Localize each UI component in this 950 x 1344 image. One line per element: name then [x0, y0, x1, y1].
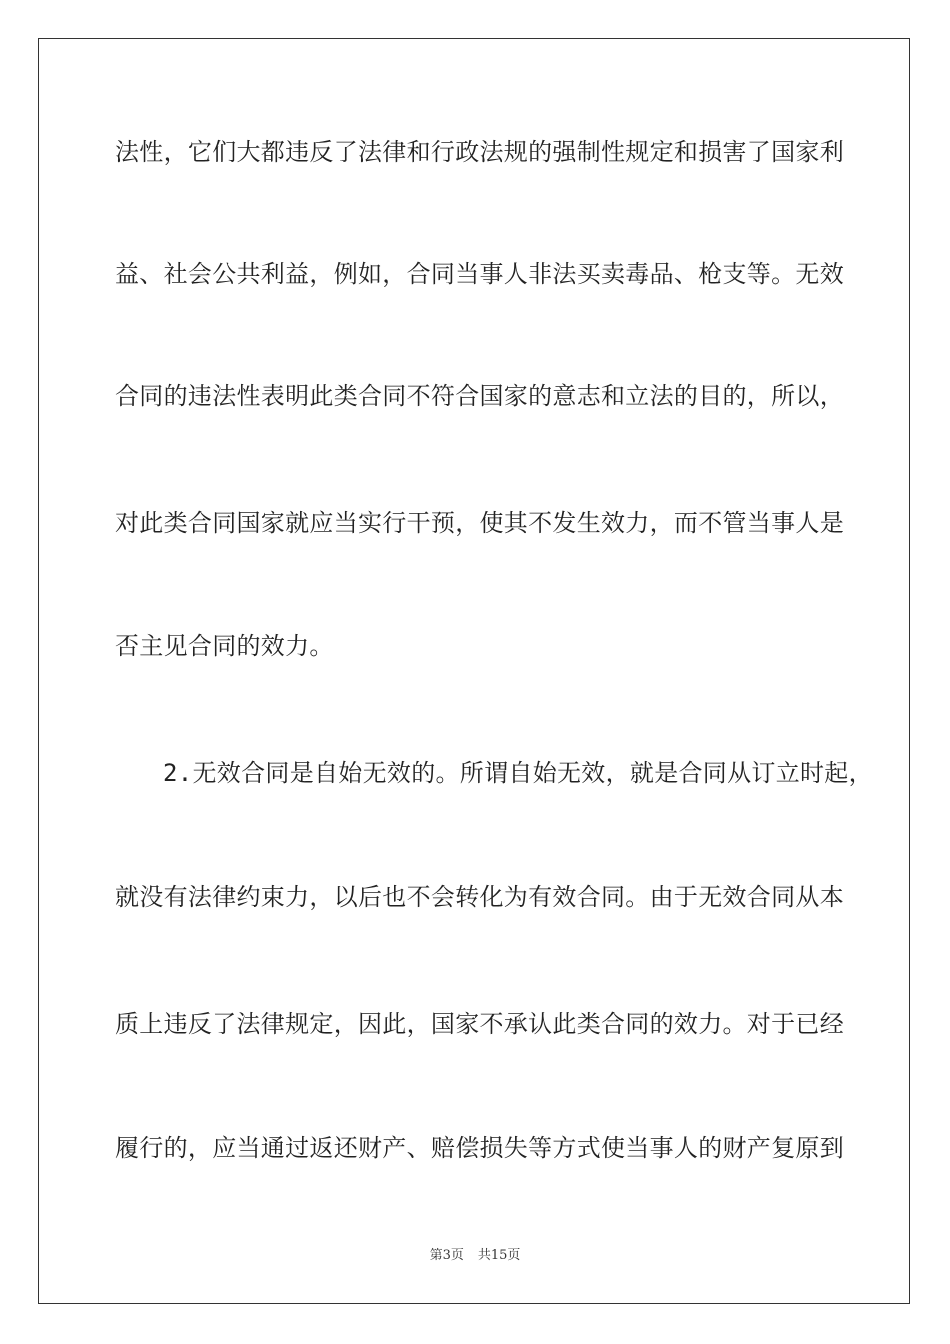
page-number: 第3页: [429, 1248, 464, 1263]
body-text-line: 就没有法律约束力，以后也不会转化为有效合同。由于无效合同从本: [115, 883, 844, 911]
body-text-line: 质上违反了法律规定，因此，国家不承认此类合同的效力。对于已经: [115, 1010, 844, 1038]
body-text-line: 对此类合同国家就应当实行干预，使其不发生效力，而不管当事人是: [115, 509, 844, 537]
body-text-line: 合同的违法性表明此类合同不符合国家的意志和立法的目的，所以，: [115, 382, 844, 410]
body-text-line: 益、社会公共利益，例如，合同当事人非法买卖毒品、枪支等。无效: [115, 260, 844, 288]
page-border: [38, 38, 910, 1304]
paragraph-start-line: 2.无效合同是自始无效的。所谓自始无效，就是合同从订立时起，: [163, 759, 873, 787]
page-footer: [0, 1248, 950, 1264]
body-text-line: 法性，它们大都违反了法律和行政法规的强制性规定和损害了国家利: [115, 138, 844, 166]
body-text-line: 否主见合同的效力。: [115, 632, 334, 660]
body-text-line: 履行的，应当通过返还财产、赔偿损失等方式使当事人的财产复原到: [115, 1134, 844, 1162]
total-pages: 共15页: [477, 1248, 521, 1263]
